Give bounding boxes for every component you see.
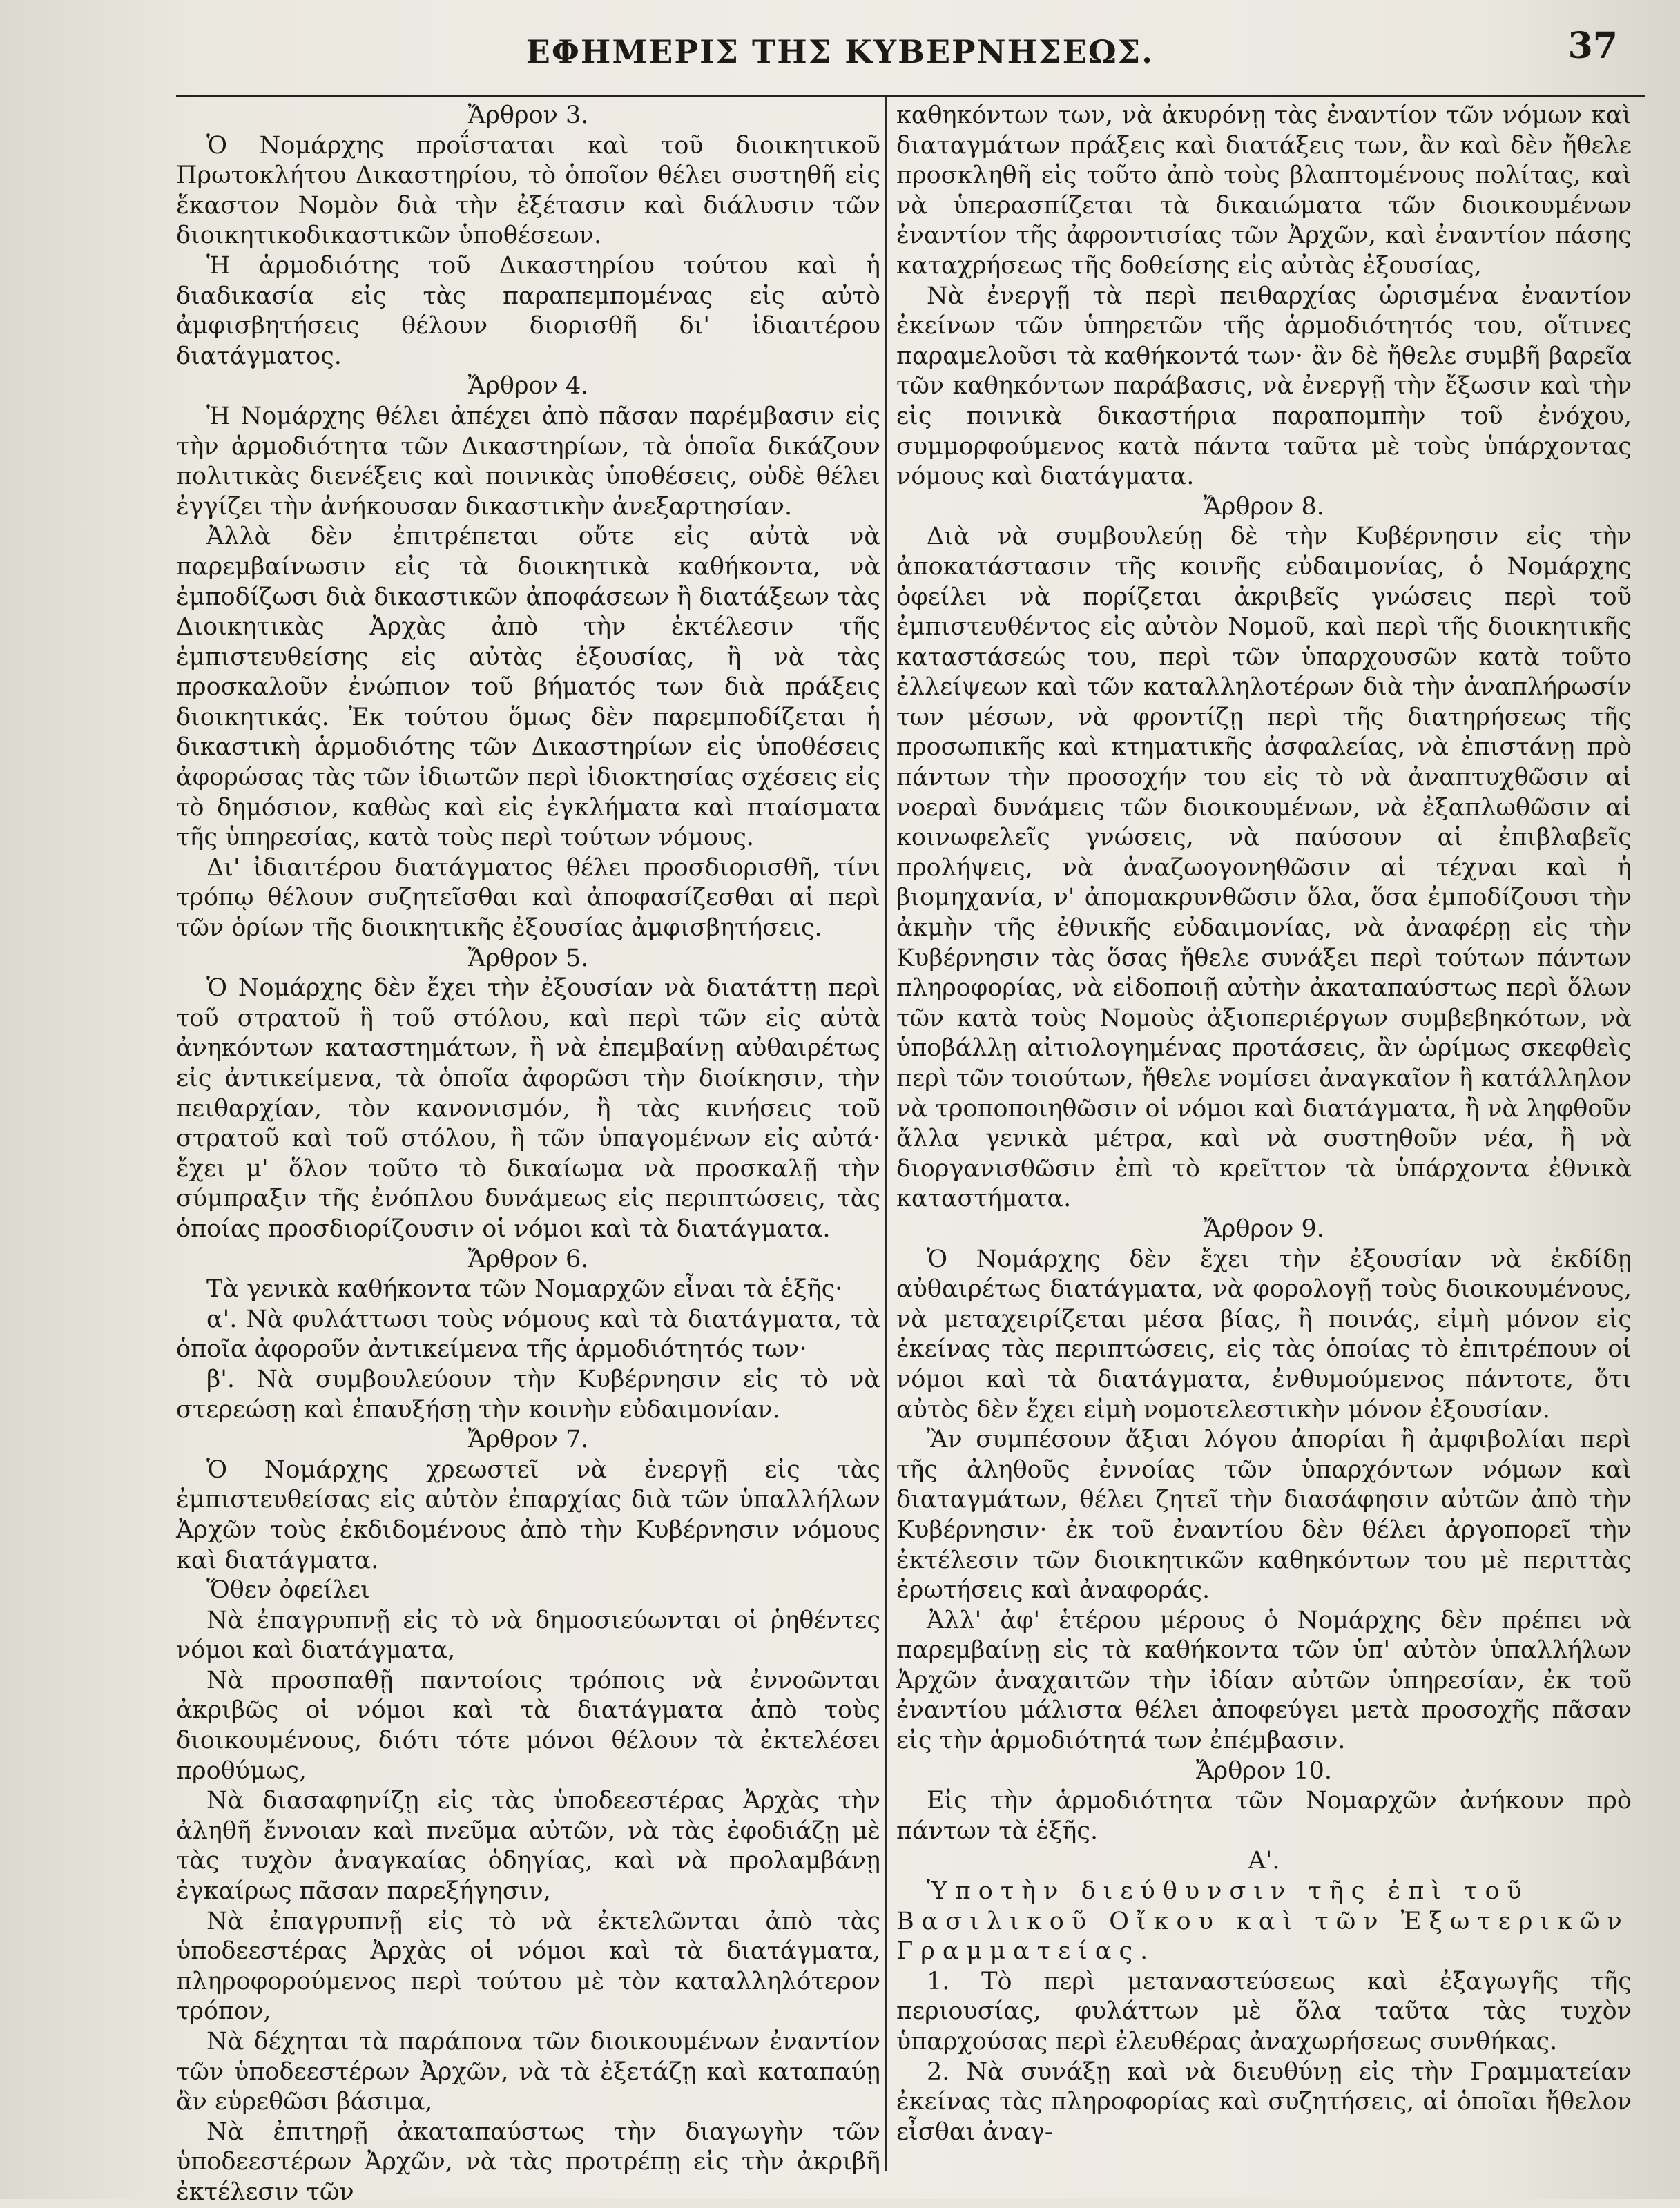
paragraph: Ὁ Νομάρχης δὲν ἔχει τὴν ἐξουσίαν νὰ διατάττῃ περὶ τοῦ στρατοῦ ἢ τοῦ στόλου, καὶ περὶ τῶν εἰς αὐτὰ ἀνηκόντων καταστημάτων, ἢ νὰ ἐπεμβαίνῃ αὐθαιρέτως εἰς ἀντικείμενα, τὰ ὁποῖα ἀφορῶσι τὴν διοίκησιν, τὴν πειθαρχίαν, τὸν κανονισμόν, ἢ τὰς κινήσεις τοῦ στρατοῦ καὶ τοῦ στόλου, ἢ τῶν ὑπαγομένων εἰς αὐτά· ἔχει μ' ὅλον τοῦτο τὸ δικαίωμα νὰ προσκαλῇ τὴν σύμπραξιν τῆς ἐνόπλου δυνάμεως εἰς περιπτώσεις, τὰς ὁποίας προσδιορίζουσιν οἱ νόμοι καὶ τὰ διατάγματα.	[176, 974, 880, 1243]
paragraph: Νὰ δέχηται τὰ παράπονα τῶν διοικουμένων ἐναντίον τῶν ὑποδεεστέρων Ἀρχῶν, νὰ τὰ ἐξετάζῃ καὶ καταπαύῃ ἂν εὑρεθῶσι βάσιμα,	[176, 2028, 880, 2116]
paragraph: α'. Νὰ φυλάττωσι τοὺς νόμους καὶ τὰ διατάγματα, τὰ ὁποῖα ἀφοροῦν ἀντικείμενα τῆς ἁρμοδιότητός των·	[176, 1305, 880, 1364]
article-heading: Α'.	[1248, 1847, 1280, 1875]
article-heading: Ἄρθρον 5.	[467, 944, 589, 972]
paragraph: Νὰ ἐνεργῇ τὰ περὶ πειθαρχίας ὡρισμένα ἐναντίον ἐκείνων τῶν ὑπηρετῶν τῆς ἁρμοδιότητός του, οἵτινες παραμελοῦσι τὰ καθήκοντά των· ἂν δὲ ἤθελε συμβῆ βαρεῖα τῶν καθηκόντων παράβασις, νὰ ἐνεργῇ τὴν ἔξωσιν καὶ τὴν εἰς ποινικὰ δικαστήρια παραπομπὴν τοῦ ἐνόχου, συμμορφούμενος κατὰ πάντα ταῦτα μὲ τοὺς ὑπάρχοντας νόμους καὶ διατάγματα.	[896, 282, 1632, 491]
paragraph: Ἀλλὰ δὲν ἐπιτρέπεται οὔτε εἰς αὐτὰ νὰ παρεμβαίνωσιν εἰς τὰ διοικητικὰ καθήκοντα, νὰ ἐμποδίζωσι διὰ δικαστικῶν ἀποφάσεων ἢ διατάξεων τὰς Διοικητικὰς Ἀρχὰς ἀπὸ τὴν ἐκτέλεσιν τῆς ἐμπιστευθείσης εἰς αὐτὰς ἐξουσίας, ἢ νὰ τὰς προσκαλοῦν ἐνώπιον τοῦ βήματός των διὰ πράξεις διοικητικάς. Ἐκ τούτου ὅμως δὲν παρεμποδίζεται ἡ δικαστικὴ ἁρμοδιότης τῶν Δικαστηρίων εἰς ὑποθέσεις ἀφορώσας τὰς τῶν ἰδιωτῶν περὶ ἰδιοκτησίας σχέσεις εἰς τὸ δημόσιον, καθὼς καὶ εἰς ἐγκλήματα καὶ πταίσματα τῆς ὑπηρεσίας, κατὰ τοὺς περὶ τούτων νόμους.	[176, 523, 880, 852]
paragraph: Δι' ἰδιαιτέρου διατάγματος θέλει προσδιορισθῆ, τίνι τρόπῳ θέλουν συζητεῖσθαι καὶ ἀποφασίζεσθαι αἱ περὶ τῶν ὁρίων τῆς διοικητικῆς ἐξουσίας ἀμφισβητήσεις.	[176, 853, 880, 942]
header-rule	[176, 95, 1645, 97]
paragraph: Εἰς τὴν ἁρμοδιότητα τῶν Νομαρχῶν ἀνήκουν πρὸ πάντων τὰ ἑξῆς.	[896, 1787, 1632, 1845]
paragraph: Νὰ ἐπιτηρῇ ἀκαταπαύστως τὴν διαγωγὴν τῶν ὑποδεεστέρων Ἀρχῶν, νὰ τὰς προτρέπῃ εἰς τὴν ἀκριβῆ ἐκτέλεσιν τῶν	[176, 2118, 880, 2206]
paragraph: Ὁ Νομάρχης δὲν ἔχει τὴν ἐξουσίαν νὰ ἐκδίδῃ αὐθαιρέτως διατάγματα, νὰ φορολογῇ τοὺς διοικουμένους, νὰ μεταχειρίζεται μέσα βίας, ἢ ποινάς, εἰμὴ μόνον εἰς ἐκείνας τὰς περιπτώσεις, εἰς τὰς ὁποίας τὸ ἐπιτρέπουν οἱ νόμοι καὶ τὰ διατάγματα, ἐνθυμούμενος πάντοτε, ὅτι αὐτὸς δὲν ἔχει εἰμὴ νομοτελεστικὴν μόνον ἐξουσίαν.	[896, 1245, 1632, 1424]
paragraph: Νὰ προσπαθῇ παντοίοις τρόποις νὰ ἐννοῶνται ἀκριβῶς οἱ νόμοι καὶ τὰ διατάγματα ἀπὸ τοὺς διοικουμένους, διότι τότε μόνοι θέλουν τὰ ἐκτελέσει προθύμως,	[176, 1666, 880, 1785]
left-column	[176, 101, 880, 2208]
paragraph: Ἡ Νομάρχης θέλει ἀπέχει ἀπὸ πᾶσαν παρέμβασιν εἰς τὴν ἁρμοδιότητα τῶν Δικαστηρίων, τὰ ὁποῖα δικάζουν πολιτικὰς διενέξεις καὶ ποινικὰς ὑποθέσεις, οὐδὲ θέλει ἐγγίζει τὴν ἀνήκουσαν δικαστικὴν ἀνεξαρτησίαν.	[176, 402, 880, 521]
page-header	[0, 21, 1680, 76]
article-heading: Ἄρθρον 9.	[1204, 1214, 1324, 1243]
paragraph: Ὁ Νομάρχης προΐσταται καὶ τοῦ διοικητικοῦ Πρωτοκλήτου Δικαστηρίου, τὸ ὁποῖον θέλει συστηθῆ εἰς ἕκαστον Νομὸν διὰ τὴν ἐξέτασιν καὶ διάλυσιν τῶν διοικητικοδικαστικῶν ὑποθέσεων.	[176, 131, 880, 250]
right-column	[896, 101, 1632, 2147]
article-heading: Ἄρθρον 7.	[467, 1426, 589, 1454]
article-heading: Ἄρθρον 8.	[1204, 492, 1324, 521]
paragraph: Ὁ Νομάρχης χρεωστεῖ νὰ ἐνεργῇ εἰς τὰς ἐμπιστευθείσας εἰς αὐτὸν ἐπαρχίας διὰ τῶν ὑπαλλήλων Ἀρχῶν τοὺς ἐκδιδομένους ἀπὸ τὴν Κυβέρνησιν νόμους καὶ διατάγματα.	[176, 1455, 880, 1574]
paragraph: Νὰ ἐπαγρυπνῇ εἰς τὸ νὰ ἐκτελῶνται ἀπὸ τὰς ὑποδεεστέρας Ἀρχὰς οἱ νόμοι καὶ τὰ διατάγματα, πληροφορούμενος περὶ τούτου μὲ τὸν καταλληλότερον τρόπον,	[176, 1907, 880, 2026]
paragraph: Ὅθεν ὀφείλει	[206, 1576, 370, 1605]
article-heading: Ἄρθρον 4.	[467, 372, 589, 400]
column-divider	[885, 97, 887, 2171]
page-number: 37	[1567, 25, 1618, 67]
paragraph: Νὰ διασαφηνίζῃ εἰς τὰς ὑποδεεστέρας Ἀρχὰς τὴν ἀληθῆ ἔννοιαν καὶ πνεῦμα αὐτῶν, νὰ τὰς ἐφοδιάζῃ μὲ τὰς τυχὸν ἀναγκαίας ὁδηγίας, καὶ νὰ προλαμβάνῃ ἐγκαίρως πᾶσαν παρεξήγησιν,	[176, 1787, 880, 1906]
article-heading: Ἄρθρον 6.	[467, 1245, 589, 1273]
article-heading: Ἄρθρον 3.	[467, 101, 589, 129]
paragraph: Τὰ γενικὰ καθήκοντα τῶν Νομαρχῶν εἶναι τὰ ἑξῆς·	[206, 1275, 843, 1304]
paragraph: 1. Τὸ περὶ μεταναστεύσεως καὶ ἐξαγωγῆς τῆς περιουσίας, φυλάττων μὲ ὅλα ταῦτα τὰς τυχὸν ὑπαρχούσας περὶ ἐλευθέρας ἀναχωρήσεως συνθήκας.	[896, 1967, 1632, 2055]
paragraph: Διὰ νὰ συμβουλεύῃ δὲ τὴν Κυβέρνησιν εἰς τὴν ἀποκατάστασιν τῆς κοινῆς εὐδαιμονίας, ὁ Νομάρχης ὀφείλει νὰ πορίζεται ἀκριβεῖς γνώσεις περὶ τοῦ ἐμπιστευθέντος εἰς αὐτὸν Νομοῦ, καὶ περὶ τῆς διοικητικῆς καταστάσεώς του, περὶ τῶν ὑπαρχουσῶν κατὰ τοῦτο ἐλλείψεων καὶ τῶν καταλληλοτέρων διὰ τὴν ἀναπλήρωσίν των μέσων, νὰ φροντίζῃ περὶ τῆς διατηρήσεως τῆς προσωπικῆς καὶ κτηματικῆς ἀσφαλείας, νὰ ἐπιστάνῃ πρὸ πάντων τὴν προσοχήν του εἰς τὸ νὰ ἀναπτυχθῶσιν αἱ νοεραὶ δυνάμεις τῶν διοικουμένων, νὰ ἐξαπλωθῶσιν αἱ κοινωφελεῖς γνώσεις, νὰ παύσουν αἱ ἐπιβλαβεῖς προλήψεις, νὰ ἀναζωογονηθῶσιν αἱ τέχναι καὶ ἡ βιομηχανία, ν' ἀπομακρυνθῶσιν ὅλα, ὅσα ἐμποδίζουσι τὴν ἀκμὴν τῆς ἐθνικῆς εὐδαιμονίας, νὰ ἀναφέρῃ εἰς τὴν Κυβέρνησιν τὰς ὅσας ἤθελε συνάξει περὶ τούτων πάντων πληροφορίας, νὰ εἰδοποιῇ αὐτὴν ἀκαταπαύστως περὶ ὅλων τῶν κατὰ τοὺς Νομοὺς ἀξιοπεριέργων συμβεβηκότων, νὰ ὑποβάλλῃ αἰτιολογημένας προτάσεις, ἂν ὡρίμως σκεφθεὶς περὶ τῶν τοιούτων, ἤθελε νομίσει ἀναγκαῖον ἢ κατάλληλον νὰ τροποποιηθῶσιν οἱ νόμοι καὶ διατάγματα, ἢ νὰ ληφθοῦν ἄλλα γενικὰ μέτρα, καὶ νὰ συστηθοῦν νέα, ἢ νὰ διοργανισθῶσιν ἐπὶ τὸ κρεῖττον τὰ ὑπάρχοντα ἐθνικὰ καταστήματα.	[896, 523, 1632, 1213]
paragraph: Ἂν συμπέσουν ἄξιαι λόγου ἀπορίαι ἢ ἀμφιβολίαι περὶ τῆς ἀληθοῦς ἐννοίας τῶν ὑπαρχόντων νόμων καὶ διαταγμάτων, θέλει ζητεῖ τὴν διασάφησιν αὐτῶν ἀπὸ τὴν Κυβέρνησιν· ἐκ τοῦ ἐναντίου δὲν θέλει ἀργοπορεῖ τὴν ἐκτέλεσιν τῶν διοικητικῶν καθηκόντων του μὲ περιττὰς ἐρωτήσεις καὶ ἀναφοράς.	[896, 1426, 1632, 1605]
paragraph: Ἀλλ' ἀφ' ἑτέρου μέρους ὁ Νομάρχης δὲν πρέπει νὰ παρεμβαίνῃ εἰς τὰ καθήκοντα τῶν ὑπ' αὐτὸν ὑπαλλήλων Ἀρχῶν ἀναχαιτῶν τὴν ἰδίαν αὐτῶν ὑπηρεσίαν, ἐκ τοῦ ἐναντίου μάλιστα θέλει ἀποφεύγει μετὰ προσοχῆς πᾶσαν εἰς τὴν ἁρμοδιότητά των ἐπέμβασιν.	[896, 1606, 1632, 1755]
paragraph: καθηκόντων των, νὰ ἀκυρόνῃ τὰς ἐναντίον τῶν νόμων καὶ διαταγμάτων πράξεις καὶ διατάξεις των, ἂν καὶ δὲν ἤθελε προσκληθῆ εἰς τοῦτο ἀπὸ τοὺς βλαπτομένους πολίτας, καὶ νὰ ὑπερασπίζεται τὰ δικαιώματα τῶν διοικουμένων ἐναντίον τῆς ἀφροντισίας τῶν Ἀρχῶν, καὶ ἐναντίον πάσης καταχρήσεως τῆς δοθείσης εἰς αὐτὰς ἐξουσίας,	[896, 101, 1632, 280]
paragraph: 2. Νὰ συνάξῃ καὶ νὰ διευθύνῃ εἰς τὴν Γραμματείαν ἐκείνας τὰς πληροφορίας καὶ συζητήσεις, αἱ ὁποῖαι ἤθελον εἶσθαι ἀναγ-	[896, 2057, 1632, 2146]
masthead-title: ΕΦΗΜΕΡΙΣ ΤΗΣ ΚΥΒΕΡΝΗΣΕΩΣ.	[525, 33, 1155, 70]
article-heading: Ἄρθρον 10.	[1195, 1756, 1333, 1785]
section-subtitle: Ὑποτὴν διεύθυνσιν τῆς ἐπὶ τοῦ Βασιλικοῦ Οἴκου καὶ τῶν Ἐξωτερικῶν Γραμματείας.	[896, 1877, 1630, 1966]
paragraph: Ἡ ἁρμοδιότης τοῦ Δικαστηρίου τούτου καὶ ἡ διαδικασία εἰς τὰς παραπεμπομένας εἰς αὐτὸ ἀμφισβητήσεις θέλουν διορισθῆ δι' ἰδιαιτέρου διατάγματος.	[176, 251, 880, 370]
paragraph: β'. Νὰ συμβουλεύουν τὴν Κυβέρνησιν εἰς τὸ νὰ στερεώσῃ καὶ ἐπαυξήσῃ τὴν κοινὴν εὐδαιμονίαν.	[176, 1365, 880, 1424]
paragraph: Νὰ ἐπαγρυπνῇ εἰς τὸ νὰ δημοσιεύωνται οἱ ῥηθέντες νόμοι καὶ διατάγματα,	[176, 1606, 880, 1665]
